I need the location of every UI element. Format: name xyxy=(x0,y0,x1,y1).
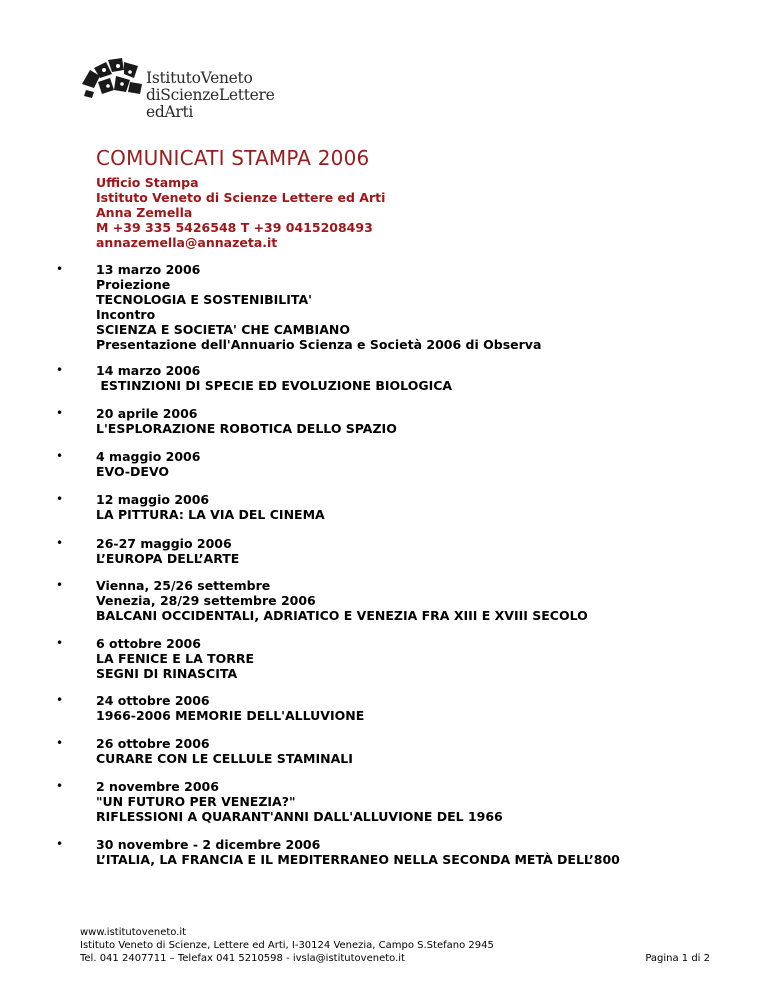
event-line: "UN FUTURO PER VENEZIA?" xyxy=(96,794,296,809)
logo-line-3: edArti xyxy=(146,103,194,121)
contact-office: Ufficio Stampa xyxy=(96,175,199,190)
event-line: RIFLESSIONI A QUARANT'ANNI DALL'ALLUVIONE DEL 1966 xyxy=(96,809,503,824)
event-details xyxy=(96,262,541,352)
bullet-icon: • xyxy=(56,492,64,506)
event-line: Incontro xyxy=(96,307,156,322)
bullet-icon: • xyxy=(56,449,64,463)
event-details xyxy=(96,736,353,766)
bullet-icon: • xyxy=(56,363,64,377)
event-date: 13 marzo 2006 xyxy=(96,262,201,277)
page-footer xyxy=(80,926,710,965)
event-line: ESTINZIONI DI SPECIE ED EVOLUZIONE BIOLOGICA xyxy=(96,378,453,393)
event-details xyxy=(96,693,364,723)
contact-institute: Istituto Veneto di Scienze Lettere ed Arti xyxy=(96,190,386,205)
page-title: COMUNICATI STAMPA 2006 xyxy=(96,146,370,170)
logo-line-1: IstitutoVeneto xyxy=(146,69,253,87)
event-details xyxy=(96,536,239,566)
event-date: 30 novembre - 2 dicembre 2006 xyxy=(96,837,321,852)
event-details xyxy=(96,406,397,436)
logo-emblem-icon xyxy=(80,40,146,100)
event-date: Vienna, 25/26 settembre xyxy=(96,578,271,593)
event-line: EVO-DEVO xyxy=(96,464,170,479)
bullet-icon: • xyxy=(56,578,64,592)
event-line: L'ESPLORAZIONE ROBOTICA DELLO SPAZIO xyxy=(96,421,397,436)
bullet-icon: • xyxy=(56,779,64,793)
event-details xyxy=(96,837,620,867)
bullet-icon: • xyxy=(56,262,64,276)
event-line: Proiezione xyxy=(96,277,171,292)
event-details xyxy=(96,492,325,522)
event-line: LA PITTURA: LA VIA DEL CINEMA xyxy=(96,507,325,522)
bullet-icon: • xyxy=(56,693,64,707)
event-date: 26-27 maggio 2006 xyxy=(96,536,232,551)
page-number: Pagina 1 di 2 xyxy=(645,953,710,964)
event-details xyxy=(96,363,452,393)
footer-website[interactable]: www.istitutoveneto.it xyxy=(80,927,187,938)
event-line: 1966-2006 MEMORIE DELL'ALLUVIONE xyxy=(96,708,365,723)
contact-email[interactable]: annazemella@annazeta.it xyxy=(96,235,278,250)
footer-phone: Tel. 041 2407711 – Telefax 041 5210598 - ivsla@istitutoveneto.it xyxy=(80,953,405,964)
event-details xyxy=(96,779,503,824)
event-date: 2 novembre 2006 xyxy=(96,779,219,794)
event-line: SEGNI DI RINASCITA xyxy=(96,666,238,681)
event-date: 26 ottobre 2006 xyxy=(96,736,210,751)
bullet-icon: • xyxy=(56,837,64,851)
event-line: TECNOLOGIA E SOSTENIBILITA' xyxy=(96,292,312,307)
contact-phones: M +39 335 5426548 T +39 0415208493 xyxy=(96,220,373,235)
event-details xyxy=(96,578,588,623)
event-line: LA FENICE E LA TORRE xyxy=(96,651,255,666)
event-details xyxy=(96,449,200,479)
logo-line-2: diScienzeLettere xyxy=(146,86,275,104)
event-line: Presentazione dell'Annuario Scienza e Società 2006 di Observa xyxy=(96,337,542,352)
footer-address: Istituto Veneto di Scienze, Lettere ed Arti, I-30124 Venezia, Campo S.Stefano 2945 xyxy=(80,940,494,951)
institute-logo xyxy=(80,40,280,130)
bullet-icon: • xyxy=(56,536,64,550)
bullet-icon: • xyxy=(56,406,64,420)
press-office-contact xyxy=(96,175,385,250)
event-line: BALCANI OCCIDENTALI, ADRIATICO E VENEZIA FRA XIII E XVIII SECOLO xyxy=(96,608,588,623)
event-line: Venezia, 28/29 settembre 2006 xyxy=(96,593,316,608)
bullet-icon: • xyxy=(56,736,64,750)
logo-wordmark xyxy=(146,70,275,121)
event-details xyxy=(96,636,254,681)
event-date: 24 ottobre 2006 xyxy=(96,693,210,708)
event-date: 6 ottobre 2006 xyxy=(96,636,201,651)
event-date: 20 aprile 2006 xyxy=(96,406,198,421)
bullet-icon: • xyxy=(56,636,64,650)
contact-person: Anna Zemella xyxy=(96,205,193,220)
event-line: L’ITALIA, LA FRANCIA E IL MEDITERRANEO NELLA SECONDA METÀ DELL’800 xyxy=(96,852,620,867)
event-line: CURARE CON LE CELLULE STAMINALI xyxy=(96,751,353,766)
event-date: 12 maggio 2006 xyxy=(96,492,210,507)
event-line: L’EUROPA DELL’ARTE xyxy=(96,551,240,566)
event-date: 14 marzo 2006 xyxy=(96,363,201,378)
event-date: 4 maggio 2006 xyxy=(96,449,201,464)
event-line: SCIENZA E SOCIETA' CHE CAMBIANO xyxy=(96,322,350,337)
